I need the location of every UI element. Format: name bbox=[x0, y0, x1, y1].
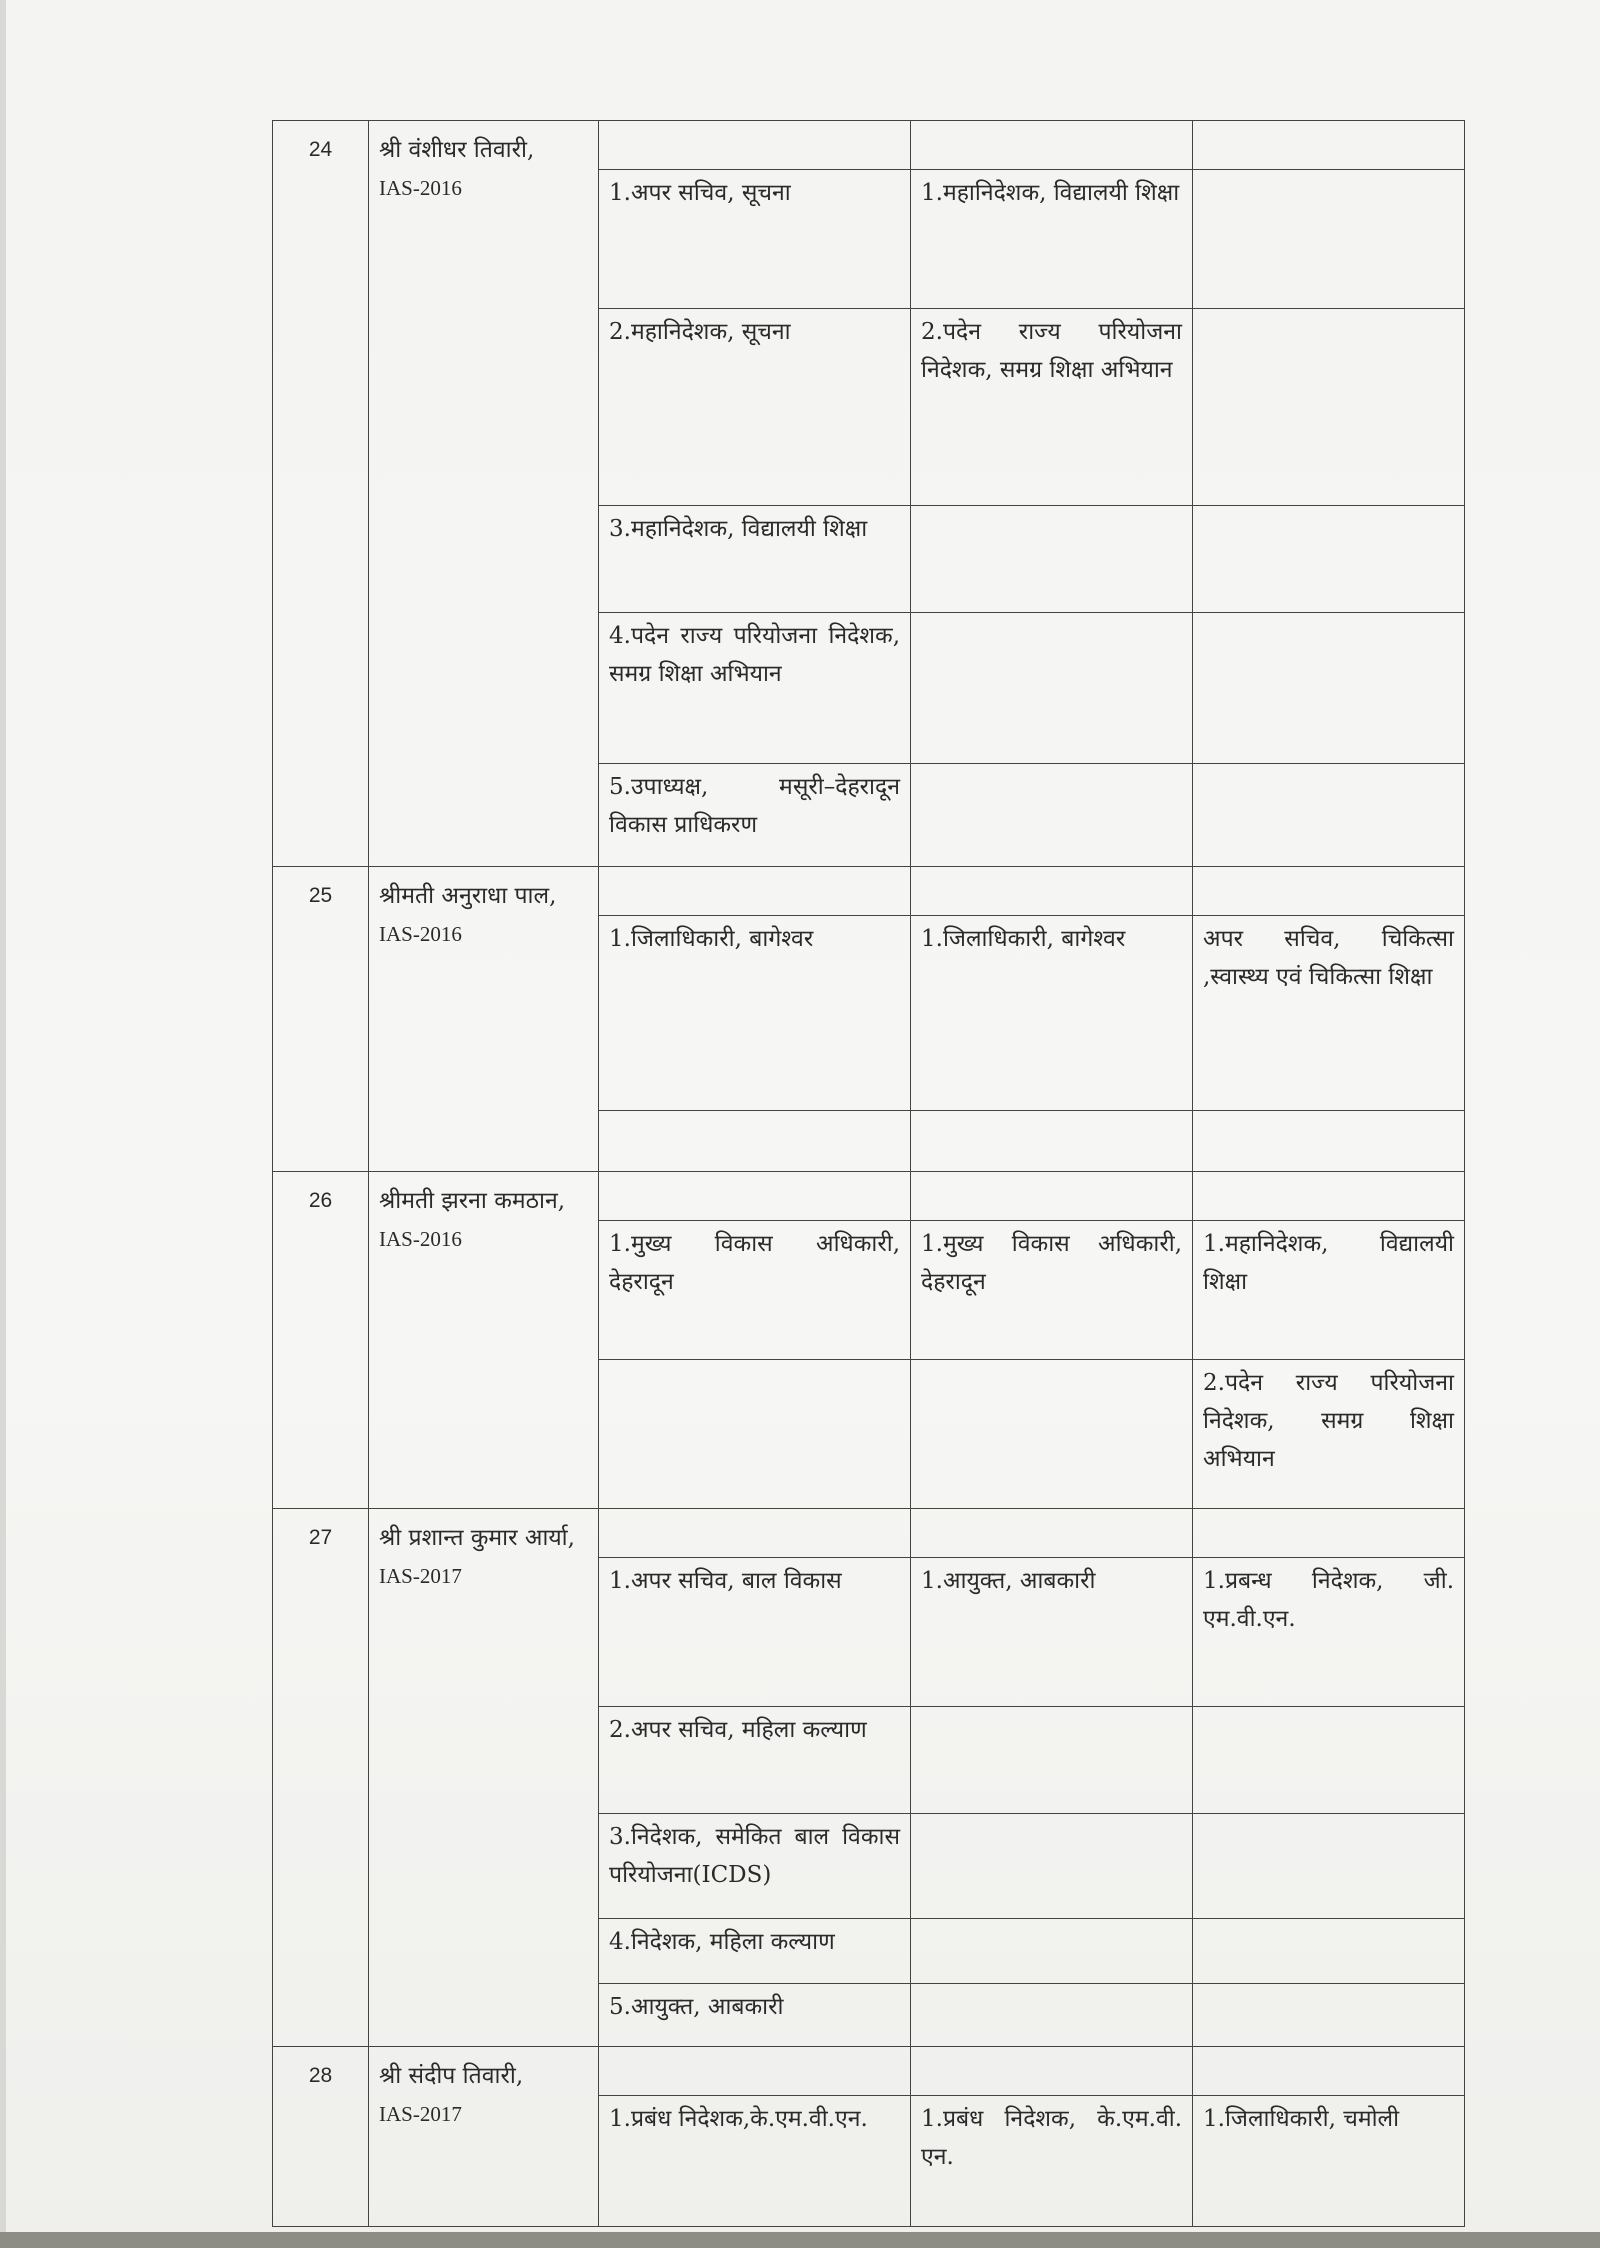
new-posting-cell bbox=[1193, 170, 1465, 309]
blank-cell bbox=[599, 867, 911, 916]
proposed-posting-cell bbox=[911, 1558, 1193, 1707]
officer-batch: IAS-2017 bbox=[379, 2102, 462, 2126]
blank-cell bbox=[911, 2047, 1193, 2096]
posting-text: 2.पदेन राज्य परियोजना निदेशक, समग्र शिक्षा अभियान bbox=[921, 319, 1182, 383]
officer-header-row bbox=[273, 1172, 1465, 1221]
serial-number: 25 bbox=[273, 867, 369, 1172]
blank-cell bbox=[599, 1509, 911, 1558]
posting-text: 1.महानिदेशक, विद्यालयी शिक्षा bbox=[921, 180, 1180, 206]
officer-batch: IAS-2017 bbox=[379, 1564, 462, 1588]
current-posting-cell bbox=[599, 1707, 911, 1814]
serial-number: 24 bbox=[273, 121, 369, 867]
serial-number: 28 bbox=[273, 2047, 369, 2227]
proposed-posting-cell bbox=[911, 1984, 1193, 2047]
blank-cell bbox=[599, 1172, 911, 1221]
proposed-posting-cell bbox=[911, 2096, 1193, 2227]
current-posting-cell bbox=[599, 916, 911, 1111]
new-posting-cell bbox=[1193, 1558, 1465, 1707]
blank-cell bbox=[599, 2047, 911, 2096]
current-posting-cell bbox=[599, 309, 911, 506]
posting-text: 2.महानिदेशक, सूचना bbox=[609, 319, 791, 345]
posting-text: 4.निदेशक, महिला कल्याण bbox=[609, 1929, 835, 1955]
officer-name-cell bbox=[369, 1509, 599, 2047]
posting-text: 1.अपर सचिव, बाल विकास bbox=[609, 1568, 842, 1594]
officer-batch: IAS-2016 bbox=[379, 1227, 462, 1251]
posting-text: 1.जिलाधिकारी, बागेश्वर bbox=[921, 926, 1126, 952]
posting-text: 1.प्रबंध निदेशक,के.एम.वी.एन. bbox=[609, 2106, 868, 2132]
table-body bbox=[273, 121, 1465, 2227]
proposed-posting-cell bbox=[911, 1919, 1193, 1984]
officer-name: श्री प्रशान्त कुमार आर्या, bbox=[379, 1525, 575, 1551]
new-posting-cell bbox=[1193, 916, 1465, 1111]
proposed-posting-cell bbox=[911, 1814, 1193, 1919]
proposed-posting-cell bbox=[911, 1111, 1193, 1172]
blank-cell bbox=[911, 1509, 1193, 1558]
current-posting-cell bbox=[599, 1984, 911, 2047]
new-posting-cell bbox=[1193, 1360, 1465, 1509]
current-posting-cell bbox=[599, 613, 911, 764]
current-posting-cell bbox=[599, 1814, 911, 1919]
blank-cell bbox=[1193, 121, 1465, 170]
posting-text: 5.आयुक्त, आबकारी bbox=[609, 1994, 784, 2020]
serial-number: 26 bbox=[273, 1172, 369, 1509]
officer-name-cell bbox=[369, 867, 599, 1172]
blank-cell bbox=[1193, 1172, 1465, 1221]
officer-name: श्री संदीप तिवारी, bbox=[379, 2063, 524, 2089]
officer-name-cell bbox=[369, 1172, 599, 1509]
new-posting-cell bbox=[1193, 1919, 1465, 1984]
current-posting-cell bbox=[599, 1558, 911, 1707]
posting-text: 1.अपर सचिव, सूचना bbox=[609, 180, 791, 206]
officer-posting-table bbox=[272, 120, 1465, 2227]
posting-text: 2.पदेन राज्य परियोजना निदेशक, समग्र शिक्षा अभियान bbox=[1203, 1370, 1454, 1472]
posting-text: 1.प्रबन्ध निदेशक, जी. एम.वी.एन. bbox=[1203, 1568, 1454, 1632]
new-posting-cell bbox=[1193, 2096, 1465, 2227]
officer-batch: IAS-2016 bbox=[379, 176, 462, 200]
posting-text: 1.जिलाधिकारी, चमोली bbox=[1203, 2106, 1400, 2132]
new-posting-cell bbox=[1193, 309, 1465, 506]
blank-cell bbox=[1193, 2047, 1465, 2096]
posting-text: 2.अपर सचिव, महिला कल्याण bbox=[609, 1717, 867, 1743]
posting-text: 1.मुख्य विकास अधिकारी, देहरादून bbox=[921, 1231, 1182, 1295]
officer-header-row bbox=[273, 867, 1465, 916]
new-posting-cell bbox=[1193, 1707, 1465, 1814]
new-posting-cell bbox=[1193, 506, 1465, 613]
officer-name: श्री वंशीधर तिवारी, bbox=[379, 137, 535, 163]
new-posting-cell bbox=[1193, 1221, 1465, 1360]
current-posting-cell bbox=[599, 1111, 911, 1172]
officer-name: श्रीमती अनुराधा पाल, bbox=[379, 883, 557, 909]
current-posting-cell bbox=[599, 170, 911, 309]
officer-batch: IAS-2016 bbox=[379, 922, 462, 946]
current-posting-cell bbox=[599, 1360, 911, 1509]
posting-text: 1.आयुक्त, आबकारी bbox=[921, 1568, 1096, 1594]
scan-bottom-edge bbox=[0, 2232, 1600, 2248]
blank-cell bbox=[1193, 867, 1465, 916]
posting-text: 5.उपाध्यक्ष, मसूरी–देहरादून विकास प्राधिकरण bbox=[609, 774, 900, 838]
new-posting-cell bbox=[1193, 1814, 1465, 1919]
blank-cell bbox=[911, 121, 1193, 170]
blank-cell bbox=[1193, 1509, 1465, 1558]
officer-name: श्रीमती झरना कमठान, bbox=[379, 1188, 566, 1214]
current-posting-cell bbox=[599, 764, 911, 867]
proposed-posting-cell bbox=[911, 764, 1193, 867]
posting-text: 1.जिलाधिकारी, बागेश्वर bbox=[609, 926, 814, 952]
blank-cell bbox=[911, 867, 1193, 916]
proposed-posting-cell bbox=[911, 506, 1193, 613]
posting-text: 1.मुख्य विकास अधिकारी, देहरादून bbox=[609, 1231, 900, 1295]
officer-header-row bbox=[273, 2047, 1465, 2096]
officer-header-row bbox=[273, 121, 1465, 170]
new-posting-cell bbox=[1193, 1984, 1465, 2047]
posting-text: 1.महानिदेशक, विद्यालयी शिक्षा bbox=[1203, 1231, 1454, 1295]
current-posting-cell bbox=[599, 1919, 911, 1984]
new-posting-cell bbox=[1193, 1111, 1465, 1172]
current-posting-cell bbox=[599, 506, 911, 613]
posting-text: 4.पदेन राज्य परियोजना निदेशक, समग्र शिक्षा अभियान bbox=[609, 623, 900, 687]
proposed-posting-cell bbox=[911, 309, 1193, 506]
proposed-posting-cell bbox=[911, 1221, 1193, 1360]
proposed-posting-cell bbox=[911, 170, 1193, 309]
new-posting-cell bbox=[1193, 764, 1465, 867]
proposed-posting-cell bbox=[911, 1360, 1193, 1509]
posting-text: अपर सचिव, चिकित्सा ,स्वास्थ्य एवं चिकित्सा शिक्षा bbox=[1203, 926, 1454, 990]
serial-number: 27 bbox=[273, 1509, 369, 2047]
new-posting-cell bbox=[1193, 613, 1465, 764]
proposed-posting-cell bbox=[911, 613, 1193, 764]
proposed-posting-cell bbox=[911, 916, 1193, 1111]
posting-text: 3.महानिदेशक, विद्यालयी शिक्षा bbox=[609, 516, 868, 542]
officer-name-cell bbox=[369, 121, 599, 867]
current-posting-cell bbox=[599, 1221, 911, 1360]
blank-cell bbox=[599, 121, 911, 170]
proposed-posting-cell bbox=[911, 1707, 1193, 1814]
posting-text: 3.निदेशक, समेकित बाल विकास परियोजना(ICDS) bbox=[609, 1824, 900, 1888]
officer-header-row bbox=[273, 1509, 1465, 1558]
page-edge-shadow bbox=[0, 0, 6, 2248]
posting-text: 1.प्रबंध निदेशक, के.एम.वी. एन. bbox=[921, 2106, 1182, 2170]
officer-name-cell bbox=[369, 2047, 599, 2227]
current-posting-cell bbox=[599, 2096, 911, 2227]
blank-cell bbox=[911, 1172, 1193, 1221]
